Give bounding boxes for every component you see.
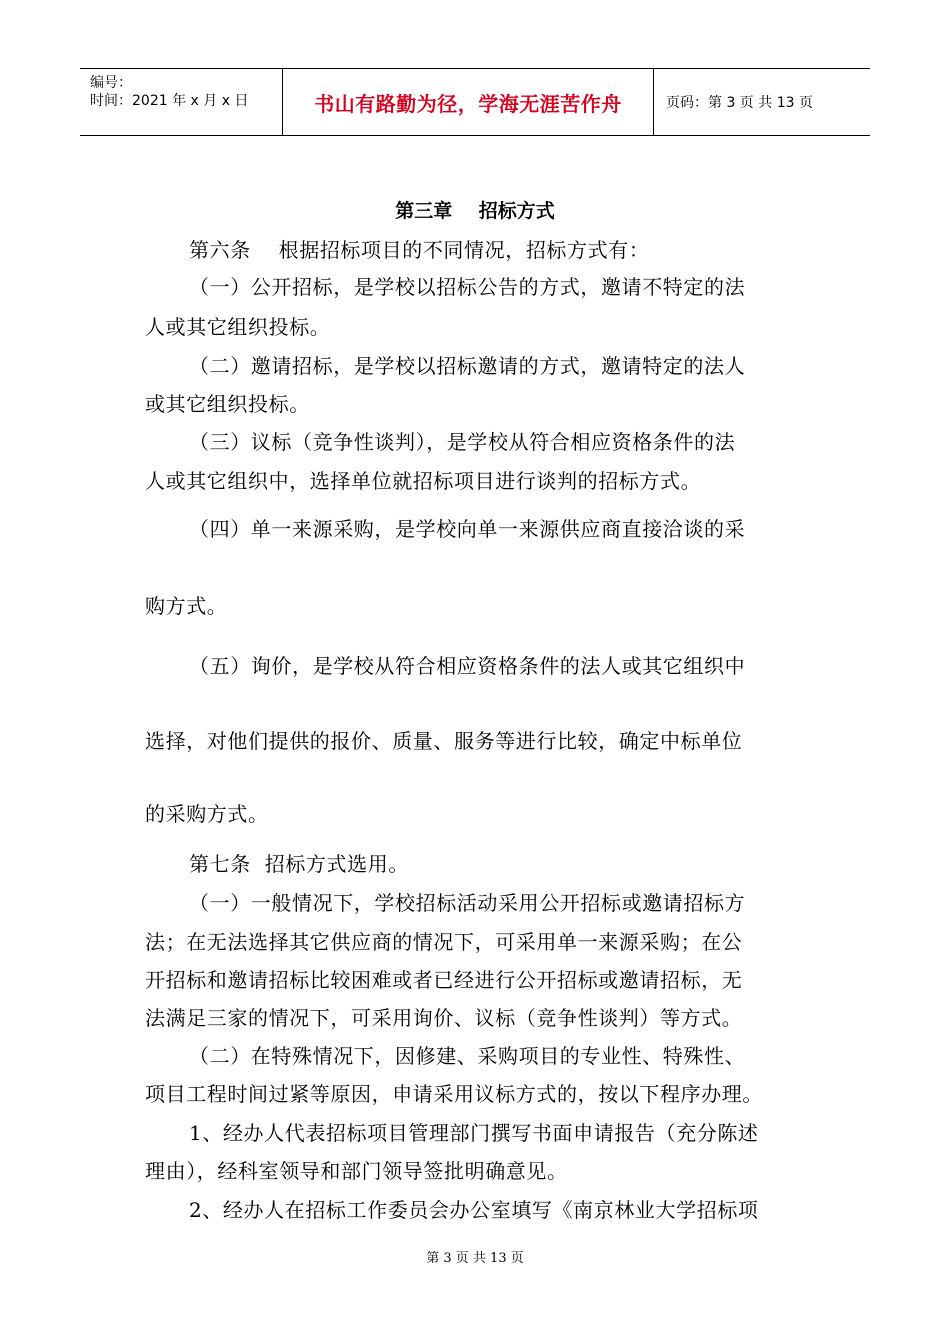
- body-line: 第七条 招标方式选用。: [189, 852, 409, 876]
- body-line: 购方式。: [145, 594, 228, 618]
- body-line: 人或其它组织投标。: [145, 315, 331, 339]
- chapter-title: 第三章 招标方式: [395, 200, 555, 222]
- body-line: （二）邀请招标，是学校以招标邀请的方式，邀请特定的法人: [189, 354, 746, 378]
- header-page-cell: [654, 69, 870, 135]
- header-motto-cell: [282, 69, 654, 135]
- body-line: 或其它组织投标。: [145, 392, 310, 416]
- body-line: 2、经办人在招标工作委员会办公室填写《南京林业大学招标项: [189, 1198, 759, 1222]
- document-header: [80, 68, 870, 136]
- page-footer: 第 3 页 共 13 页: [426, 1251, 524, 1266]
- body-line: 1、经办人代表招标项目管理部门撰写书面申请报告（充分陈述: [189, 1121, 759, 1145]
- body-line: 法满足三家的情况下，可采用询价、议标（竞争性谈判）等方式。: [145, 1006, 743, 1030]
- body-line: （一）一般情况下，学校招标活动采用公开招标或邀请招标方: [189, 891, 746, 915]
- document-date-label: 时间：2021 年 x 月 x 日: [90, 93, 249, 109]
- body-line: （一）公开招标，是学校以招标公告的方式，邀请不特定的法: [189, 275, 746, 299]
- body-line: 法；在无法选择其它供应商的情况下，可采用单一来源采购；在公: [145, 930, 743, 954]
- body-line: 第六条 根据招标项目的不同情况，招标方式有：: [189, 238, 650, 262]
- body-line: 人或其它组织中，选择单位就招标项目进行谈判的招标方式。: [145, 469, 702, 493]
- body-line: 选择，对他们提供的报价、质量、服务等进行比较，确定中标单位: [145, 729, 743, 753]
- body-line: 项目工程时间过紧等原因，申请采用议标方式的，按以下程序办理。: [145, 1082, 763, 1106]
- body-line: （四）单一来源采购，是学校向单一来源供应商直接洽谈的采: [189, 517, 746, 541]
- body-line: 理由），经科室领导和部门领导签批明确意见。: [145, 1159, 568, 1183]
- body-line: 的采购方式。: [145, 802, 269, 826]
- body-line: （五）询价，是学校从符合相应资格条件的法人或其它组织中: [189, 654, 746, 678]
- header-motto: 书山有路勤为径，学海无涯苦作舟: [314, 91, 622, 116]
- header-page-info: 页码：第 3 页 共 13 页: [666, 95, 813, 111]
- body-line: 开招标和邀请招标比较困难或者已经进行公开招标或邀请招标，无: [145, 968, 743, 992]
- body-line: （二）在特殊情况下，因修建、采购项目的专业性、特殊性、: [189, 1044, 746, 1068]
- body-line: （三）议标（竞争性谈判），是学校从符合相应资格条件的法: [189, 430, 736, 454]
- document-number-label: 编号：: [90, 75, 132, 91]
- header-meta-cell: [80, 69, 282, 135]
